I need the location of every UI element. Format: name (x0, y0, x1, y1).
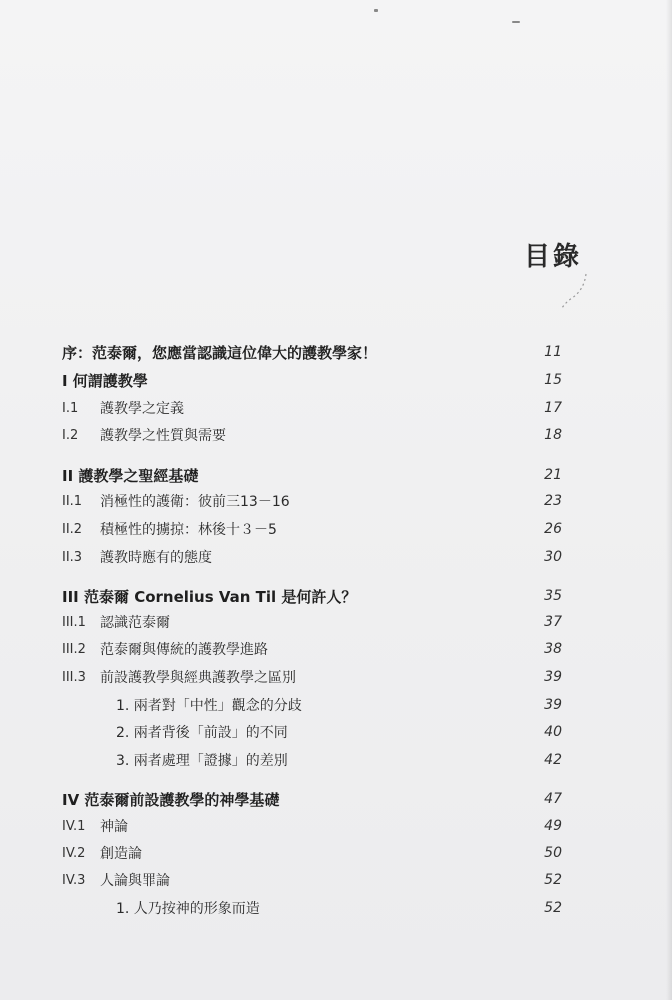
toc-entry-title: 人論與罪論 (100, 873, 170, 889)
toc-entry (62, 749, 562, 771)
toc-entry (62, 638, 562, 660)
toc-entry-title: 護教時應有的態度 (100, 550, 212, 566)
toc-entry-title: 神論 (100, 819, 128, 835)
toc-entry-title: 范泰爾與傳統的護教學進路 (100, 642, 268, 658)
toc-entry (62, 788, 562, 810)
toc-entry (62, 424, 562, 446)
toc-entry-number: III.3 (62, 669, 86, 685)
toc-entry (62, 369, 562, 391)
toc-entry-page: 23 (544, 493, 562, 509)
toc-entry-page: 52 (544, 900, 562, 916)
toc-entry-title: I 何謂護教學 (62, 371, 148, 390)
toc-entry (62, 815, 562, 837)
toc-entry (62, 546, 562, 568)
toc-entry-title: 護教學之性質與需要 (100, 428, 226, 444)
toc-entry-title: 1. 兩者對「中性」觀念的分歧 (116, 698, 302, 714)
toc-entry-title: III 范泰爾 Cornelius Van Til 是何許人？ (62, 587, 357, 606)
toc-entry (62, 341, 562, 363)
toc-entry-number: IV.1 (62, 818, 86, 834)
toc-entry-title: 2. 兩者背後「前設」的不同 (116, 725, 288, 741)
toc-entry-title: 護教學之定義 (100, 401, 184, 417)
toc-entry-page: 42 (544, 752, 562, 768)
toc-entry-title: II 護教學之聖經基礎 (62, 466, 199, 485)
toc-entry (62, 397, 562, 419)
toc-entry-page: 52 (544, 872, 562, 888)
print-speck (512, 21, 520, 23)
toc-entry (62, 842, 562, 864)
toc-entry-page: 39 (544, 697, 562, 713)
toc-entry-page: 37 (544, 614, 562, 630)
toc-entry-title: 序：范泰爾，您應當認識這位偉大的護教學家！ (62, 343, 378, 362)
toc-entry-page: 49 (544, 818, 562, 834)
toc-entry-page: 17 (544, 400, 562, 416)
toc-entry-title: 消極性的護衛：彼前三13－16 (100, 494, 290, 510)
toc-entry (62, 611, 562, 633)
toc-entry-page: 26 (544, 521, 562, 537)
toc-entry-title: 前設護教學與經典護教學之區別 (100, 670, 296, 686)
toc-entry-title: 認識范泰爾 (100, 615, 170, 631)
toc-entry-page: 50 (544, 845, 562, 861)
toc-entry-number: I.1 (62, 400, 79, 416)
toc-entry-title: IV 范泰爾前設護教學的神學基礎 (62, 790, 280, 809)
toc-entry (62, 585, 562, 607)
toc-entry (62, 666, 562, 688)
toc-heading: 目錄 (524, 242, 583, 272)
toc-entry-page: 39 (544, 669, 562, 685)
toc-entry-number: III.1 (62, 614, 86, 630)
toc-entry (62, 869, 562, 891)
toc-entry (62, 897, 562, 919)
toc-entry-number: II.2 (62, 521, 83, 537)
toc-entry (62, 464, 562, 486)
toc-entry-page: 11 (544, 344, 562, 360)
toc-entry-title: 3. 兩者處理「證據」的差別 (116, 753, 288, 769)
toc-entry-title: 積極性的擄掠：林後十３－5 (100, 522, 277, 538)
toc-entry (62, 518, 562, 540)
toc-entry-title: 創造論 (100, 846, 142, 862)
toc-entry-title: 1. 人乃按神的形象而造 (116, 901, 260, 917)
toc-entry-page: 30 (544, 549, 562, 565)
toc-entry-page: 21 (544, 467, 562, 483)
toc-entry (62, 721, 562, 743)
toc-entry-number: II.3 (62, 549, 83, 565)
toc-entry-number: IV.2 (62, 845, 86, 861)
toc-entry-page: 47 (544, 791, 562, 807)
toc-entry-page: 18 (544, 427, 562, 443)
print-speck (374, 9, 378, 12)
dotted-curve-decoration (538, 272, 598, 312)
toc-entry-page: 40 (544, 724, 562, 740)
toc-entry-number: II.1 (62, 493, 83, 509)
page-edge-shadow (666, 0, 672, 1000)
toc-entry-page: 15 (544, 372, 562, 388)
toc-entry-number: I.2 (62, 427, 79, 443)
toc-entry-page: 35 (544, 588, 562, 604)
toc-entry-number: IV.3 (62, 872, 86, 888)
toc-entry (62, 490, 562, 512)
toc-entry (62, 694, 562, 716)
toc-entry-number: III.2 (62, 641, 86, 657)
toc-entry-page: 38 (544, 641, 562, 657)
